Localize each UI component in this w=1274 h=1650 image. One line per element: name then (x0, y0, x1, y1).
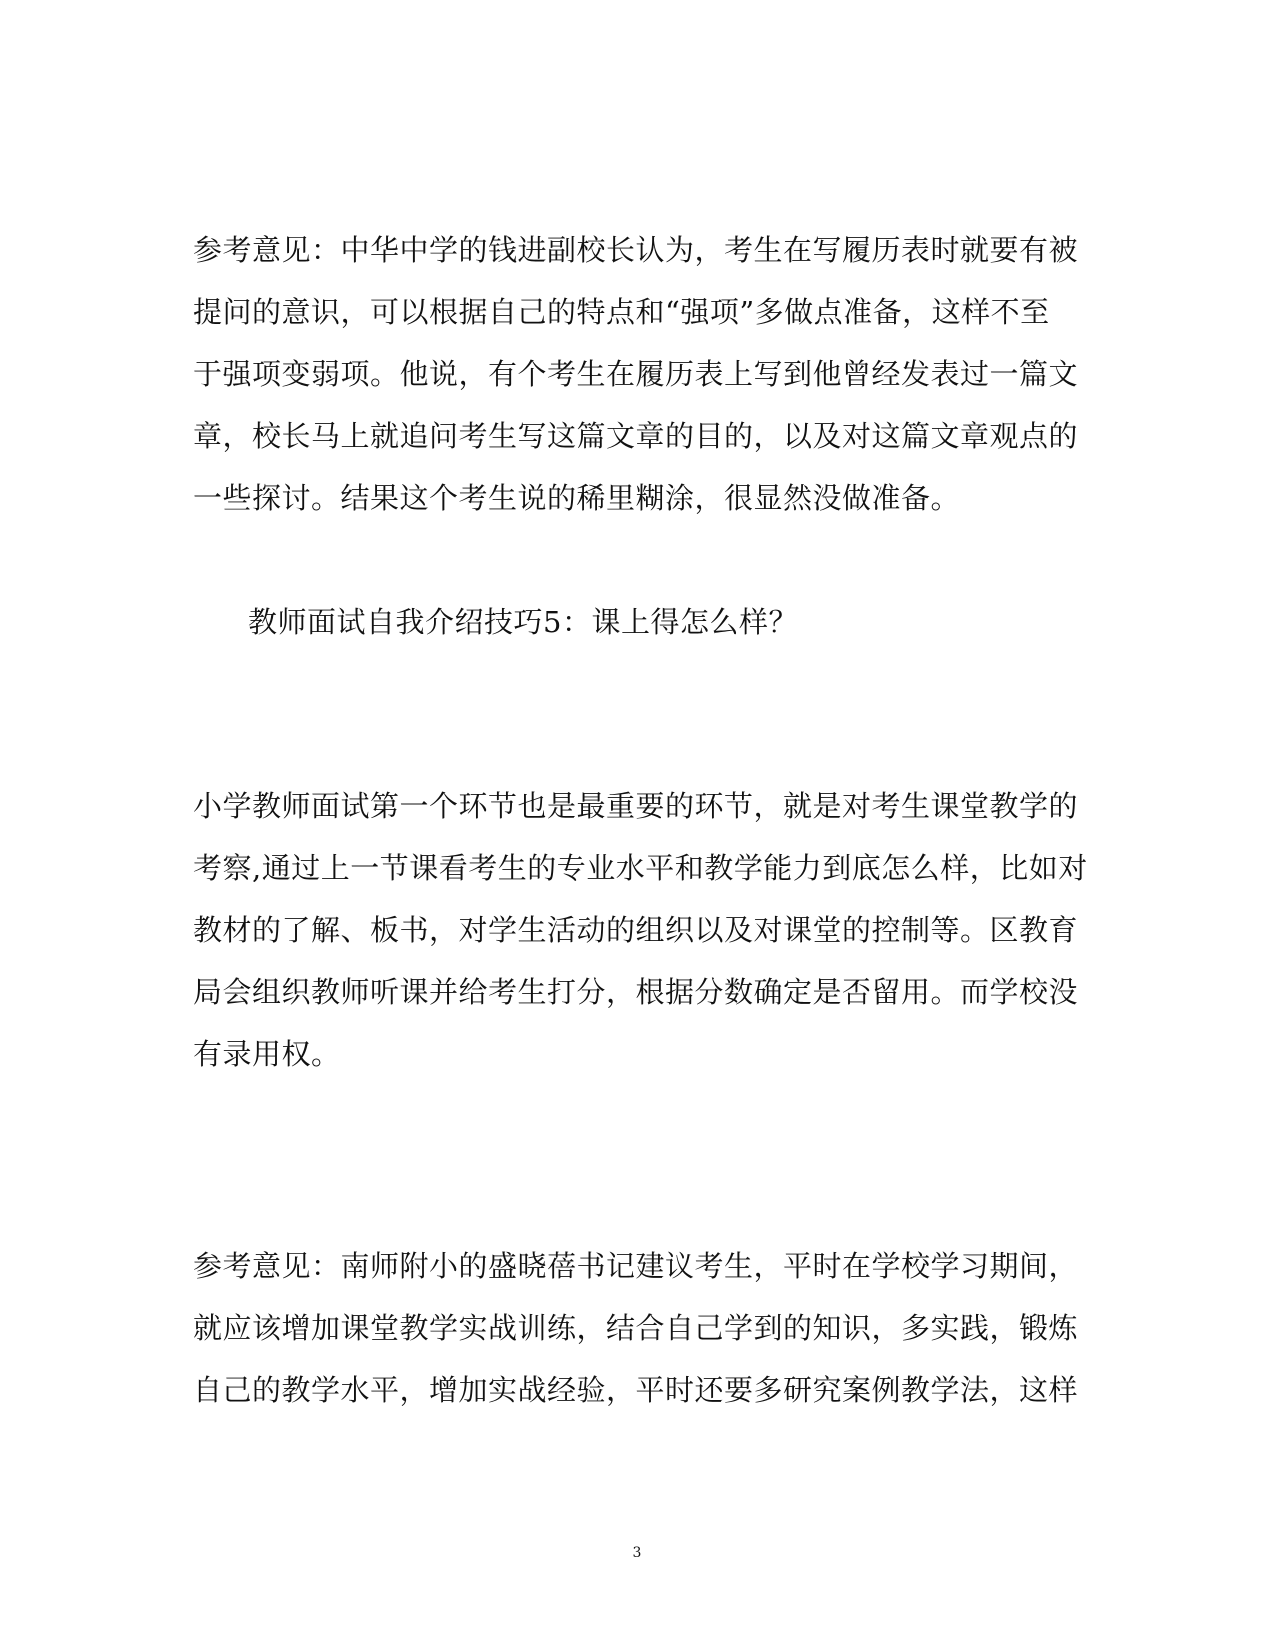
text-line: 章，校长马上就追问考生写这篇文章的目的，以及对这篇文章观点的 (193, 419, 1079, 453)
text-line: 有录用权。 (193, 1037, 341, 1071)
section-heading: 教师面试自我介绍技巧5：课上得怎么样？ (248, 605, 798, 639)
text-line: 一些探讨。结果这个考生说的稀里糊涂，很显然没做准备。 (193, 481, 961, 515)
text-line: 参考意见：南师附小的盛晓蓓书记建议考生，平时在学校学习期间， (193, 1249, 1079, 1283)
text-line: 小学教师面试第一个环节也是最重要的环节，就是对考生课堂教学的 (193, 789, 1079, 823)
text-line: 教材的了解、板书，对学生活动的组织以及对课堂的控制等。区教育 (193, 913, 1079, 947)
text-line: 考察,通过上一节课看考生的专业水平和教学能力到底怎么样，比如对 (193, 851, 1088, 885)
text-line: 于强项变弱项。他说，有个考生在履历表上写到他曾经发表过一篇文 (193, 357, 1079, 391)
text-line: 自己的教学水平，增加实战经验，平时还要多研究案例教学法，这样 (193, 1373, 1079, 1407)
text-line: 参考意见：中华中学的钱进副校长认为，考生在写履历表时就要有被 (193, 233, 1079, 267)
text-line: 提问的意识，可以根据自己的特点和“强项”多做点准备，这样不至 (193, 295, 1050, 329)
text-line: 局会组织教师听课并给考生打分，根据分数确定是否留用。而学校没 (193, 975, 1079, 1009)
text-line: 就应该增加课堂教学实战训练，结合自己学到的知识，多实践，锻炼 (193, 1311, 1079, 1345)
page-number: 3 (632, 1545, 642, 1561)
